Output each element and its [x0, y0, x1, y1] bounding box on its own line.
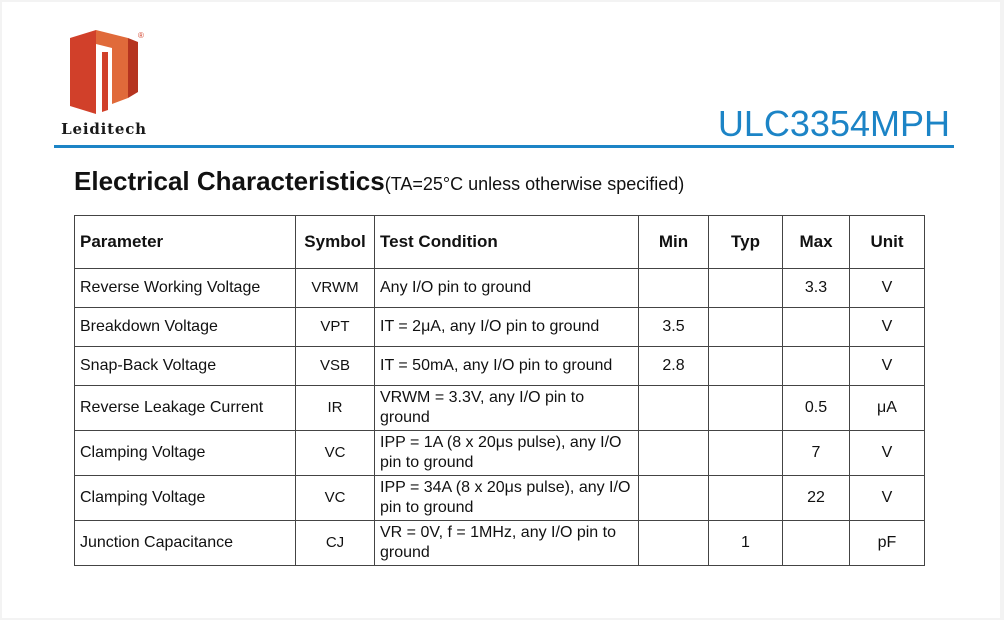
registered-trademark: ®	[138, 31, 144, 40]
column-header: Test Condition	[375, 216, 639, 269]
parameter-cell: Clamping Voltage	[75, 476, 296, 521]
min-cell	[639, 386, 709, 431]
column-header: Typ	[709, 216, 783, 269]
section-title-main: Electrical Characteristics	[74, 166, 385, 196]
parameter-cell: Reverse Working Voltage	[75, 269, 296, 308]
datasheet-page	[2, 2, 1000, 618]
unit-cell: V	[850, 308, 925, 347]
symbol-cell: VPT	[296, 308, 375, 347]
condition-cell: IPP = 1A (8 x 20μs pulse), any I/O pin to ground	[375, 431, 639, 476]
min-cell	[639, 269, 709, 308]
unit-cell: V	[850, 431, 925, 476]
unit-cell: pF	[850, 521, 925, 566]
electrical-characteristics-table	[74, 215, 925, 566]
min-cell	[639, 521, 709, 566]
table-row	[75, 269, 925, 308]
symbol-cell: VSB	[296, 347, 375, 386]
unit-cell: V	[850, 269, 925, 308]
condition-cell: IT = 50mA, any I/O pin to ground	[375, 347, 639, 386]
symbol-cell: CJ	[296, 521, 375, 566]
max-cell: 22	[783, 476, 850, 521]
parameter-cell: Clamping Voltage	[75, 431, 296, 476]
symbol-cell: VC	[296, 431, 375, 476]
column-header: Symbol	[296, 216, 375, 269]
typ-cell: 1	[709, 521, 783, 566]
typ-cell	[709, 476, 783, 521]
header-divider	[54, 145, 954, 148]
condition-cell: IT = 2μA, any I/O pin to ground	[375, 308, 639, 347]
company-name: Leiditech	[61, 120, 147, 138]
max-cell: 0.5	[783, 386, 850, 431]
section-title	[74, 166, 684, 197]
table-row	[75, 347, 925, 386]
max-cell	[783, 521, 850, 566]
max-cell	[783, 347, 850, 386]
table-row	[75, 386, 925, 431]
section-title-condition: (TA=25°C unless otherwise specified)	[384, 174, 685, 194]
part-number: ULC3354MPH	[717, 103, 950, 144]
symbol-cell: VC	[296, 476, 375, 521]
parameter-cell: Snap-Back Voltage	[75, 347, 296, 386]
table-row	[75, 521, 925, 566]
condition-cell: VR = 0V, f = 1MHz, any I/O pin to ground	[375, 521, 639, 566]
parameter-cell: Junction Capacitance	[75, 521, 296, 566]
max-cell	[783, 308, 850, 347]
column-header: Parameter	[75, 216, 296, 269]
column-header: Unit	[850, 216, 925, 269]
condition-cell: Any I/O pin to ground	[375, 269, 639, 308]
unit-cell: μA	[850, 386, 925, 431]
unit-cell: V	[850, 476, 925, 521]
max-cell: 3.3	[783, 269, 850, 308]
min-cell	[639, 431, 709, 476]
typ-cell	[709, 269, 783, 308]
table-row	[75, 308, 925, 347]
min-cell: 2.8	[639, 347, 709, 386]
unit-cell: V	[850, 347, 925, 386]
max-cell: 7	[783, 431, 850, 476]
min-cell	[639, 476, 709, 521]
parameter-cell: Reverse Leakage Current	[75, 386, 296, 431]
typ-cell	[709, 431, 783, 476]
typ-cell	[709, 386, 783, 431]
column-header: Min	[639, 216, 709, 269]
condition-cell: IPP = 34A (8 x 20μs pulse), any I/O pin to ground	[375, 476, 639, 521]
table-header-row	[75, 216, 925, 269]
condition-cell: VRWM = 3.3V, any I/O pin to ground	[375, 386, 639, 431]
symbol-cell: VRWM	[296, 269, 375, 308]
min-cell: 3.5	[639, 308, 709, 347]
typ-cell	[709, 347, 783, 386]
column-header: Max	[783, 216, 850, 269]
table-row	[75, 476, 925, 521]
table-row	[75, 431, 925, 476]
parameter-cell: Breakdown Voltage	[75, 308, 296, 347]
symbol-cell: IR	[296, 386, 375, 431]
company-logo	[54, 22, 154, 142]
typ-cell	[709, 308, 783, 347]
leiditech-logo-icon	[66, 26, 142, 118]
